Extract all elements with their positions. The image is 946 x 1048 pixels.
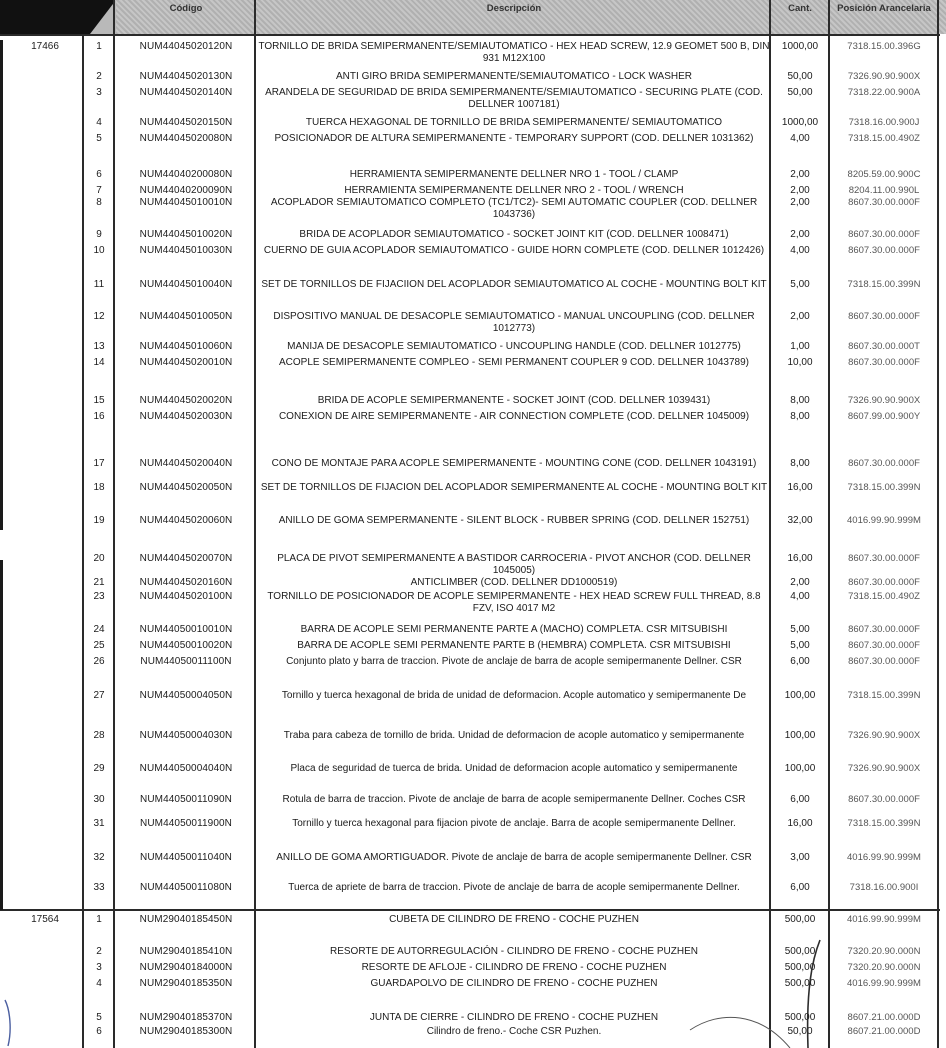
item-tariff-position: 7320.20.90.000N (847, 946, 921, 957)
item-description: JUNTA DE CIERRE - CILINDRO DE FRENO - COCHE PUZHEN (369, 1012, 659, 1023)
item-number: 32 (93, 852, 105, 863)
item-description: BRIDA DE ACOPLE SEMIPERMANENTE - SOCKET JOINT (COD. DELLNER 1039431) (317, 395, 711, 406)
item-quantity: 100,00 (784, 690, 816, 701)
left-margin-line-lower (0, 560, 3, 910)
item-code: NUM44045020140N (139, 87, 233, 98)
item-quantity: 500,00 (784, 978, 816, 989)
item-quantity: 100,00 (784, 763, 816, 774)
item-number: 24 (93, 624, 105, 635)
item-code: NUM44045020120N (139, 41, 233, 52)
item-tariff-position: 8607.30.00.000F (848, 640, 920, 651)
item-description: Tuerca de apriete de barra de traccion. Pivote de anclaje de barra de acople semipermanente Dellner. (288, 882, 740, 893)
item-number: 3 (96, 87, 102, 98)
header-tariff-label: Posición Arancelaria (837, 3, 931, 14)
item-number: 19 (93, 515, 105, 526)
item-description: ANTICLIMBER (COD. DELLNER DD1000519) (410, 577, 618, 588)
item-code: NUM44045020040N (139, 458, 233, 469)
item-quantity: 3,00 (790, 852, 810, 863)
item-code: NUM44045010040N (139, 279, 233, 290)
item-tariff-position: 7318.22.00.900A (847, 87, 921, 98)
item-code: NUM44050010010N (139, 624, 233, 635)
item-code: NUM44040200080N (139, 169, 233, 180)
item-tariff-position: 7318.15.00.399N (847, 482, 921, 493)
item-number: 6 (96, 169, 102, 180)
item-quantity: 2,00 (790, 229, 810, 240)
item-description: Rotula de barra de traccion. Pivote de anclaje de barra de acople semipermanente Dellner. Coches CSR (282, 794, 746, 805)
group-id: 17466 (31, 41, 59, 52)
item-quantity: 500,00 (784, 1012, 816, 1023)
signature-stroke-3 (5, 1000, 10, 1046)
item-number: 4 (96, 117, 102, 128)
item-description: GUARDAPOLVO DE CILINDRO DE FRENO - COCHE PUZHEN (370, 978, 658, 989)
item-number: 1 (96, 914, 102, 925)
item-tariff-position: 7326.90.90.900X (847, 763, 921, 774)
item-description: CUERNO DE GUIA ACOPLADOR SEMIAUTOMATICO - GUIDE HORN COMPLETE (COD. DELLNER 1012426) (263, 245, 765, 256)
item-quantity: 50,00 (787, 1026, 813, 1037)
item-quantity: 8,00 (790, 411, 810, 422)
item-code: NUM44050011900N (140, 818, 232, 829)
item-description: SET DE TORNILLOS DE FIJACIION DEL ACOPLADOR SEMIAUTOMATICO AL COCHE - MOUNTING BOLT KIT (261, 279, 767, 290)
header-description (258, 0, 770, 34)
item-quantity: 50,00 (787, 87, 813, 98)
item-tariff-position: 7318.15.00.490Z (848, 133, 920, 144)
item-code: NUM44045020030N (139, 411, 233, 422)
left-margin-line (0, 40, 3, 530)
item-tariff-position: 8607.30.00.000F (848, 624, 920, 635)
item-number: 20 (93, 553, 105, 564)
item-code: NUM44045020070N (139, 553, 233, 564)
item-tariff-position: 8607.30.00.000F (848, 577, 920, 588)
item-number: 31 (93, 818, 105, 829)
header-quantity (772, 0, 828, 34)
rule-right-edge (937, 0, 939, 1048)
item-quantity: 6,00 (790, 656, 810, 667)
item-code: NUM29040185350N (139, 978, 233, 989)
item-tariff-position: 8205.59.00.900C (847, 169, 921, 180)
item-quantity: 4,00 (790, 133, 810, 144)
item-code: NUM44045020020N (139, 395, 233, 406)
item-tariff-position: 8607.30.00.000F (848, 197, 920, 208)
item-number: 6 (96, 1026, 102, 1037)
item-tariff-position: 4016.99.90.999M (847, 515, 921, 526)
item-code: NUM29040185370N (139, 1012, 233, 1023)
item-number: 27 (93, 690, 105, 701)
header-description-label: Descripción (486, 3, 542, 14)
item-number: 30 (93, 794, 105, 805)
item-number: 4 (96, 978, 102, 989)
item-description: DISPOSITIVO MANUAL DE DESACOPLE SEMIAUTOMATICO - MANUAL UNCOUPLING (COD. DELLNER 1012773) (273, 311, 755, 334)
item-tariff-position: 7318.15.00.396G (847, 41, 921, 52)
item-code: NUM44050004040N (139, 763, 233, 774)
item-number: 11 (93, 279, 105, 290)
item-description: TUERCA HEXAGONAL DE TORNILLO DE BRIDA SEMIPERMANENTE/ SEMIAUTOMATICO (305, 117, 723, 128)
item-code: NUM44050011040N (140, 852, 232, 863)
item-quantity: 32,00 (787, 515, 813, 526)
item-tariff-position: 7326.90.90.900X (847, 71, 921, 82)
item-number: 3 (96, 962, 102, 973)
item-code: NUM44045010010N (139, 197, 233, 208)
item-code: NUM44040200090N (139, 185, 233, 196)
item-tariff-position: 7318.15.00.399N (847, 279, 921, 290)
item-code: NUM44045020100N (139, 591, 233, 602)
item-tariff-position: 8607.30.00.000F (848, 311, 920, 322)
group-id: 17564 (31, 914, 59, 925)
item-number: 7 (96, 185, 102, 196)
item-number: 23 (93, 591, 105, 602)
item-description: ANILLO DE GOMA SEMPERMANENTE - SILENT BLOCK - RUBBER SPRING (COD. DELLNER 152751) (278, 515, 750, 526)
item-tariff-position: 7318.16.00.900J (848, 117, 920, 128)
item-quantity: 2,00 (790, 185, 810, 196)
item-number: 5 (96, 1012, 102, 1023)
item-number: 15 (93, 395, 105, 406)
header-code (116, 0, 256, 34)
item-code: NUM44045010050N (139, 311, 233, 322)
item-code: NUM44045010020N (139, 229, 233, 240)
item-description: BARRA DE ACOPLE SEMI PERMANENTE PARTE A (MACHO) COMPLETA. CSR MITSUBISHI (300, 624, 728, 635)
item-description: ACOPLE SEMIPERMANENTE COMPLEO - SEMI PERMANENT COUPLER 9 COD. DELLNER 1043789) (279, 357, 749, 368)
item-code: NUM44050004050N (139, 690, 233, 701)
item-quantity: 6,00 (790, 882, 810, 893)
item-tariff-position: 8607.30.00.000F (848, 357, 920, 368)
item-code: NUM44045020050N (139, 482, 233, 493)
item-tariff-position: 8607.21.00.000D (847, 1012, 921, 1023)
item-quantity: 10,00 (787, 357, 813, 368)
item-description: HERRAMIENTA SEMIPERMANENTE DELLNER NRO 1 - TOOL / CLAMP (349, 169, 679, 180)
item-description: CONO DE MONTAJE PARA ACOPLE SEMIPERMANENTE - MOUNTING CONE (COD. DELLNER 1043191) (271, 458, 757, 469)
item-quantity: 8,00 (790, 458, 810, 469)
item-description: TORNILLO DE POSICIONADOR DE ACOPLE SEMIPERMANENTE - HEX HEAD SCREW FULL THREAD, 8.8 FZV, ISO 4017 M2 (267, 591, 761, 614)
item-quantity: 500,00 (784, 914, 816, 925)
item-tariff-position: 8204.11.00.990L (848, 185, 920, 196)
item-code: NUM29040185450N (139, 914, 233, 925)
group-separator-rule (0, 909, 940, 911)
item-number: 1 (96, 41, 102, 52)
item-tariff-position: 8607.30.00.000F (848, 656, 920, 667)
item-number: 8 (96, 197, 102, 208)
item-quantity: 4,00 (790, 591, 810, 602)
item-quantity: 5,00 (790, 624, 810, 635)
item-number: 2 (96, 71, 102, 82)
item-number: 2 (96, 946, 102, 957)
item-description: Tornillo y tuerca hexagonal de brida de unidad de deformacion. Acople automatico y semipermanente De (281, 690, 747, 701)
item-description: POSICIONADOR DE ALTURA SEMIPERMANENTE - TEMPORARY SUPPORT (COD. DELLNER 1031362) (274, 133, 754, 144)
item-tariff-position: 7320.20.90.000N (847, 962, 921, 973)
item-description: RESORTE DE AFLOJE - CILINDRO DE FRENO - COCHE PUZHEN (361, 962, 667, 973)
item-description: ANILLO DE GOMA AMORTIGUADOR. Pivote de anclaje de barra de acople semipermanente Dellner. CSR (276, 852, 752, 863)
item-tariff-position: 7326.90.90.900X (847, 395, 921, 406)
header-bottom-rule (0, 34, 940, 36)
item-tariff-position: 8607.21.00.000D (847, 1026, 921, 1037)
item-tariff-position: 4016.99.90.999M (847, 914, 921, 925)
item-description: BRIDA DE ACOPLADOR SEMIAUTOMATICO - SOCKET JOINT KIT (COD. DELLNER 1008471) (299, 229, 729, 240)
item-description: SET DE TORNILLOS DE FIJACION DEL ACOPLADOR SEMIPERMANENTE AL COCHE - MOUNTING BOLT KIT (260, 482, 768, 493)
item-description: TORNILLO DE BRIDA SEMIPERMANENTE/SEMIAUTOMATICO - HEX HEAD SCREW, 12.9 GEOMET 500 B, DIN 931 M12X100 (258, 41, 770, 64)
rule-after-qty (828, 0, 830, 1048)
item-code: NUM44050004030N (139, 730, 233, 741)
item-description: ANTI GIRO BRIDA SEMIPERMANENTE/SEMIAUTOMATICO - LOCK WASHER (336, 71, 692, 82)
item-quantity: 100,00 (784, 730, 816, 741)
item-quantity: 500,00 (784, 962, 816, 973)
item-number: 14 (93, 357, 105, 368)
header-tariff (830, 0, 938, 34)
item-code: NUM44045020130N (139, 71, 233, 82)
item-quantity: 2,00 (790, 169, 810, 180)
item-description: PLACA DE PIVOT SEMIPERMANENTE A BASTIDOR CARROCERIA - PIVOT ANCHOR (COD. DELLNER 1045005) (277, 553, 751, 576)
item-code: NUM44045010060N (139, 341, 233, 352)
item-quantity: 16,00 (787, 482, 813, 493)
item-tariff-position: 4016.99.90.999M (847, 852, 921, 863)
item-code: NUM44050010020N (139, 640, 233, 651)
item-description: Tornillo y tuerca hexagonal para fijacion pivote de anclaje. Barra de acople semipermanente Dellner. (292, 818, 736, 829)
item-quantity: 2,00 (790, 197, 810, 208)
rule-after-index (113, 0, 115, 1048)
item-code: NUM44050011090N (140, 794, 232, 805)
item-tariff-position: 8607.30.00.000F (848, 229, 920, 240)
item-code: NUM29040184000N (139, 962, 233, 973)
item-quantity: 16,00 (787, 553, 813, 564)
item-code: NUM44045020060N (139, 515, 233, 526)
item-tariff-position: 4016.99.90.999M (847, 978, 921, 989)
item-number: 29 (93, 763, 105, 774)
item-number: 17 (93, 458, 105, 469)
item-description: ARANDELA DE SEGURIDAD DE BRIDA SEMIPERMANENTE/SEMIAUTOMATICO - SECURING PLATE (COD. DELLNER 1007181) (265, 87, 763, 110)
item-number: 13 (93, 341, 105, 352)
item-number: 12 (93, 311, 105, 322)
item-tariff-position: 7318.16.00.900I (849, 882, 919, 893)
item-description: Cilindro de freno.- Coche CSR Puzhen. (426, 1026, 602, 1037)
item-code: NUM44050011080N (140, 882, 232, 893)
rule-after-id (82, 34, 84, 1048)
item-tariff-position: 7326.90.90.900X (847, 730, 921, 741)
item-description: RESORTE DE AUTORREGULACIÓN - CILINDRO DE FRENO - COCHE PUZHEN (329, 946, 698, 957)
item-description: Placa de seguridad de tuerca de brida. Unidad de deformacion acople automatico y semipermanente (290, 763, 738, 774)
item-tariff-position: 7318.15.00.399N (847, 690, 921, 701)
item-tariff-position: 7318.15.00.399N (847, 818, 921, 829)
item-number: 16 (93, 411, 105, 422)
item-quantity: 16,00 (787, 818, 813, 829)
item-number: 33 (93, 882, 105, 893)
item-tariff-position: 8607.30.00.000F (848, 245, 920, 256)
item-quantity: 8,00 (790, 395, 810, 406)
item-number: 5 (96, 133, 102, 144)
item-number: 18 (93, 482, 105, 493)
item-quantity: 5,00 (790, 640, 810, 651)
item-quantity: 2,00 (790, 311, 810, 322)
item-quantity: 5,00 (790, 279, 810, 290)
item-description: Traba para cabeza de tornillo de brida. Unidad de deformacion de acople automatico y semipermanente (283, 730, 745, 741)
item-code: NUM44045020150N (139, 117, 233, 128)
item-quantity: 500,00 (784, 946, 816, 957)
item-tariff-position: 8607.30.00.000T (848, 341, 920, 352)
header-code-label: Código (169, 3, 203, 14)
item-quantity: 50,00 (787, 71, 813, 82)
item-code: NUM44045010030N (139, 245, 233, 256)
item-number: 9 (96, 229, 102, 240)
item-tariff-position: 8607.30.00.000F (848, 553, 920, 564)
item-quantity: 1000,00 (781, 117, 819, 128)
item-code: NUM44050011100N (140, 656, 232, 667)
item-quantity: 2,00 (790, 577, 810, 588)
item-number: 25 (93, 640, 105, 651)
item-code: NUM44045020160N (139, 577, 233, 588)
item-code: NUM44045020010N (139, 357, 233, 368)
item-code: NUM29040185300N (139, 1026, 233, 1037)
item-tariff-position: 8607.30.00.000F (848, 794, 920, 805)
item-description: HERRAMIENTA SEMIPERMANENTE DELLNER NRO 2 - TOOL / WRENCH (344, 185, 684, 196)
item-quantity: 1000,00 (781, 41, 819, 52)
item-description: ACOPLADOR SEMIAUTOMATICO COMPLETO (TC1/TC2)- SEMI AUTOMATIC COUPLER (COD. DELLNER 1043736) (270, 197, 758, 220)
item-description: MANIJA DE DESACOPLE SEMIAUTOMATICO - UNCOUPLING HANDLE (COD. DELLNER 1012775) (287, 341, 741, 352)
header-quantity-label: Cant. (788, 3, 812, 14)
item-number: 10 (93, 245, 105, 256)
item-description: Conjunto plato y barra de traccion. Pivote de anclaje de barra de acople semipermanente Dellner. CSR (286, 656, 742, 667)
item-code: NUM29040185410N (139, 946, 233, 957)
item-description: CONEXION DE AIRE SEMIPERMANENTE - AIR CONNECTION COMPLETE (COD. DELLNER 1045009) (278, 411, 750, 422)
item-description: CUBETA DE CILINDRO DE FRENO - COCHE PUZHEN (389, 914, 639, 925)
item-tariff-position: 7318.15.00.490Z (848, 591, 920, 602)
item-quantity: 4,00 (790, 245, 810, 256)
item-code: NUM44045020080N (139, 133, 233, 144)
item-number: 21 (93, 577, 105, 588)
item-quantity: 6,00 (790, 794, 810, 805)
item-description: BARRA DE ACOPLE SEMI PERMANENTE PARTE B (HEMBRA) COMPLETA. CSR MITSUBISHI (297, 640, 731, 651)
item-quantity: 1,00 (790, 341, 810, 352)
item-tariff-position: 8607.30.00.000F (848, 458, 920, 469)
item-tariff-position: 8607.99.00.900Y (847, 411, 921, 422)
item-number: 28 (93, 730, 105, 741)
item-number: 26 (93, 656, 105, 667)
